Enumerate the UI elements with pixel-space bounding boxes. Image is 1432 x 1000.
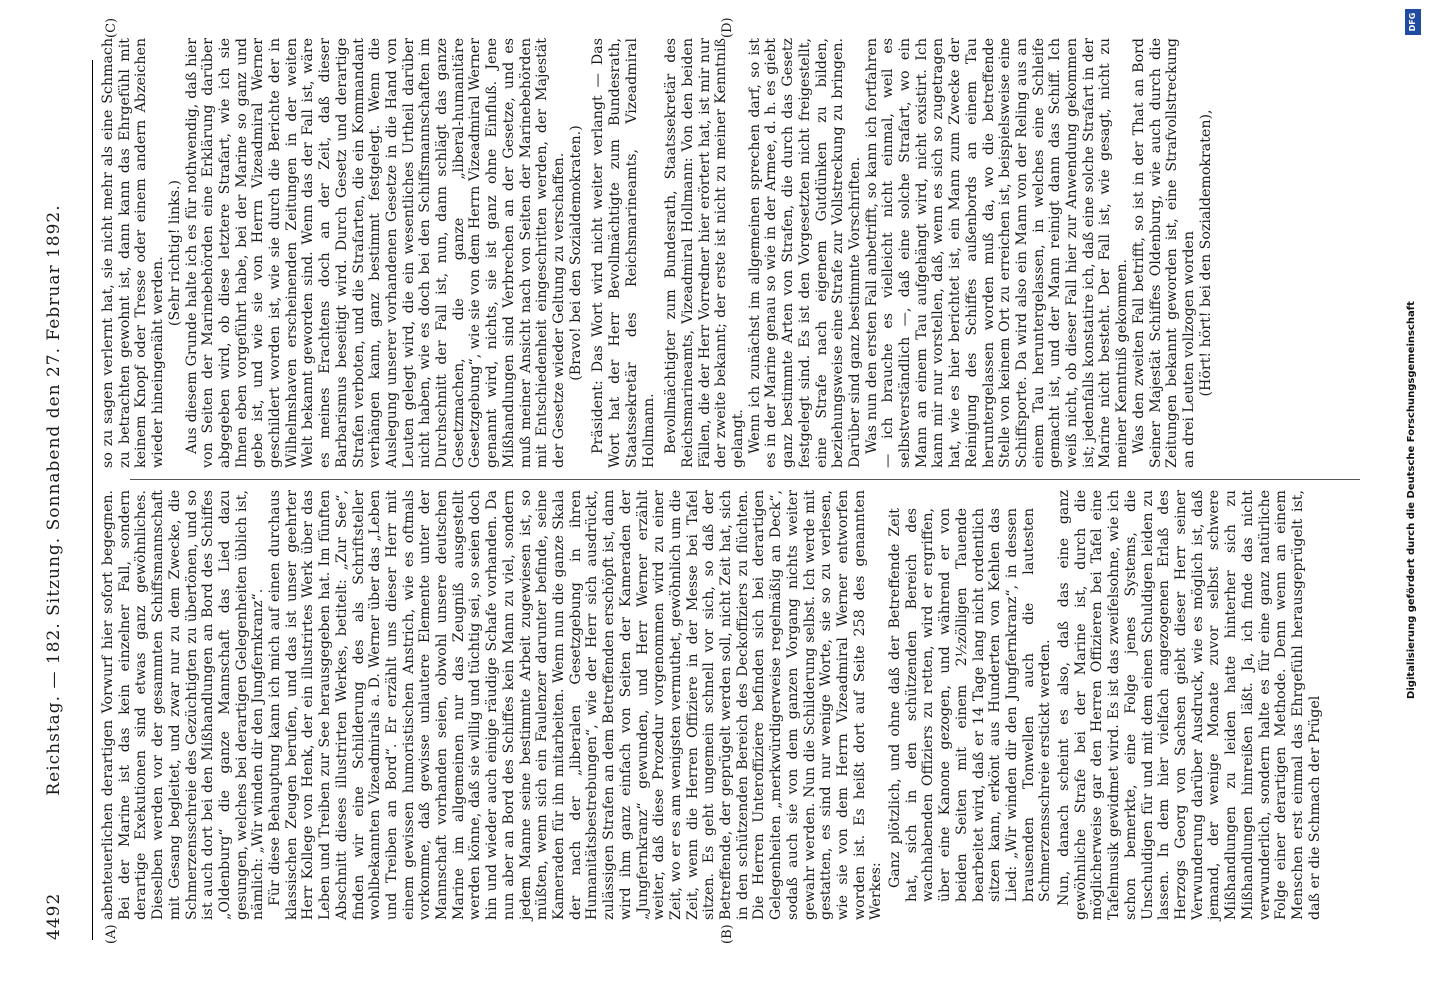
speaker-paragraph: Bevollmächtigter zum Bundesrath, Staatssekretär des Reichsmarineamts, Vizeadmiral Hollmann: Von den beiden Fällen, die der Herr Vorredner hier erörtert hat, ist mir nur der zweite bekannt; der erste ist nicht zu meiner Kenntniß gelangt.	[663, 38, 747, 468]
speaker-paragraph: Präsident: Das Wort wird nicht weiter verlangt — Das Wort hat der Herr Bevollmächtigte zum Bundesrath, Staatssekretär des Reichsmarineamts, Vizeadmiral Hollmann.	[590, 38, 657, 468]
running-head: Reichstag. — 182. Sitzung. Sonnabend den 27. Februar 1892.	[44, 204, 64, 796]
paragraph: Was nun den ersten Fall anbetrifft, so kann ich fortfahren — ich brauche es vielleicht nicht einmal, weil es selbstverständlich —, daß eine solche Strafart, wo ein Mann an einem Tau aufgehängt wird, nicht existirt. Ich kann mir nur vorstellen, daß, wenn es sich so zugetragen hat, wie es hier berichtet ist, ein Mann zum Zwecke der Reinigung des Schiffes außenbords an einem Tau heruntergelassen worden muß da, wo die betreffende Stelle von keinem Ort zu erreichen ist, beispielsweise eine Schiffsporte. Da wird also ein Mann von der Reling aus an einem Tau heruntergelassen, in welches eine Schleife gemacht ist, und der Mann reinigt dann das Schiff. Ich weiß nicht, ob dieser Fall hier zur Anwendung gekommen ist; jedenfalls konstatire ich, daß eine solche Strafart in der Marine nicht besteht. Der Fall ist, wie gesagt, nicht zu meiner Kenntniß gekommen.	[863, 38, 1131, 468]
interjection: (Hört! hört! bei den Sozialdemokraten),	[1197, 109, 1214, 397]
paragraph: Was den zweiten Fall betrifft, so ist in der That an Bord Seiner Majestät Schiffes Oldenburg, wie auch durch die Zeitungen bekannt geworden ist, eine Strafvollstreckung an drei Leuten vollzogen worden	[1130, 38, 1197, 468]
column-divider	[130, 479, 1360, 480]
left-column	[100, 490, 1323, 920]
dfg-logo: DFG	[1405, 9, 1421, 35]
interjection: (Sehr richtig! links.)	[166, 179, 183, 327]
block-quote: Ganz plötzlich, und ohne daß der Betreffende Zeit hat, sich in den schützenden Bereich des wachhabenden Offiziers zu retten, wird er ergriffen, über eine Kanone gezogen, und während er von beiden Seiten mit einem 2½zölligen Tauende bearbeitet wird, daß er 14 Tage lang nicht ordentlich sitzen kann, erkönt aus Hunderten von Kehlen das Lied: „Wir winden dir den Jungfernkranz“, in dessen brausenden Tonwellen auch die lautesten Schmerzensschreie erstickt werden.	[887, 508, 1054, 902]
page-header	[40, 40, 80, 960]
margin-marker-b: (B)	[720, 924, 735, 944]
right-column	[100, 38, 1214, 468]
digitization-credit	[1406, 0, 1417, 1000]
paragraph: Wenn ich zunächst im allgemeinen sprechen darf, so ist es in der Marine genau so wie in der Armee, d. h. es giebt ganz bestimmte Arten von Strafen, die durch das Gesetz festgelegt sind. Es ist den Vorgesetzten nicht freigestellt, eine Strafe nach eigenem Gutdünken zu bilden, beziehungsweise eine Strafe zur Vollstreckung zu bringen. Darüber sind ganz bestimmte Vorschriften.	[746, 38, 863, 468]
header-rule	[92, 60, 93, 940]
paragraph: abenteuerlichen derartigen Vorwurf hier sofort begegnen. Bei der Marine ist das kein einzelner Fall, sondern derartige Exekutionen sind etwas ganz gewöhnliches. Dieselben werden vor der gesammten Schiffsmannschaft mit Gesang begleitet, und zwar nur zu dem Zwecke, die Schmerzensschreie des Gezüchtigten zu übertönen, und so ist auch dort bei den Mißhandlungen an Bord des Schiffes „Oldenburg“ die ganze Mannschaft das Lied dazu gesungen, welches bei derartigen Gelegenheiten üblich ist, nämlich: „Wir winden dir den Jungfernkranz“.	[100, 490, 267, 920]
margin-marker-a: (A)	[104, 924, 119, 944]
paragraph: Für diese Behauptung kann ich mich auf einen durchaus klassischen Zeugen berufen, und das ist unser geehrter Herr Kollege von Henk, der ein illustrirtes Werk über das Leben und Treiben zur See herausgegeben hat. Im fünften Abschnitt dieses illustrirten Werkes, betitelt: „Zur See“, finden wir eine Schilderung des als Schriftsteller wohlbekannten Vizeadmirals a. D. Werner über das „Leben und Treiben an Bord“. Er erzählt uns dieser Herr mit einem gewissen humoristischen Anstrich, wie es oftmals vorkomme, daß gewisse unlautere Elemente unter der Mannschaft vorhanden seien, obwohl unsere deutschen Marine im allgemeinen nur das Zeugniß ausgestellt werden könne, daß sie willig und tüchtig sei, so seien doch hin und wieder auch einige räudige Schafe vorhanden. Da nun aber an Bord des Schiffes kein Mann zu viel, sondern jedem Manne seine bestimmte Arbeit zugewiesen ist, so müßten, wenn sich ein Faulenzer darunter befinde, seine Kameraden für ihn mitarbeiten. Wenn nun die ganze Skala der nach der „liberalen Gesetzgebung in ihren Humanitätsbestrebungen“, wie der Herr sich ausdrückt, zulässigen Strafen an dem Betreffenden erschöpft ist, dann wird ihm ganz einfach von Seiten der Kameraden der „Jungfernkranz“ gewunden, und Herr Werner erzählt weiter, daß diese Prozedur vorgenommen wird zu einer Zeit, wo er es am wenigsten vermuthet, gewöhnlich um die Zeit, wenn die Herren Offiziere in der Messe bei Tafel sitzen. Es geht ungemein schnell vor sich, so daß der Betreffende, der geprügelt werden soll, nicht Zeit hat, sich in den schützenden Bereich des Deckoffiziers zu flüchten. Die Herren Unteroffiziere befinden sich bei derartigen Gelegenheiten „merkwürdigerweise regelmäßig an Deck“, sodaß auch sie von dem ganzen Vorgang nichts weiter gewahr werden. Nun die Schilderung selbst. Ich werde mit gestatten, es sind nur wenige Worte, sie so zu verlesen, wie sie von dem Herrn Vizeadmiral Werner entworfen worden ist. Es heißt dort auf Seite 258 des genannten Werkes:	[267, 490, 885, 920]
paragraph: Aus diesem Grunde halte ich es für nothwendig, daß hier von Seiten der Marinebehörden eine Erklärung darüber abgegeben wird, ob diese letztere Strafart, wie ich sie Ihnen eben vorgeführt habe, bei der Marine so ganz und gebe ist, und wie sie von Herrn Vizeadmiral Werner geschildert worden ist, wie sie durch die Berichte der in Wilhelmshaven erscheinenden Zeitungen in der weiten Welt bekannt geworden sind. Wenn das der Fall ist, wäre es meines Erachtens doch an der Zeit, daß dieser Barbarismus beseitigt wird. Durch Gesetz und derartige Strafen verboten, und die Strafarten, die ein Kommandant verhängen kann, ganz bestimmt festgelegt. Wenn die Auslegung unserer vorhandenen Gesetze in die Hand von Leuten gelegt wird, die ein wesentliches Urtheil darüber nicht haben, wie es doch bei den Schiffsmannschaften im Durchschnitt der Fall ist, nun, dann schlägt das ganze Gesetzmachen, die ganze „liberal-humanitäre Gesetzgebung“, wie sie von dem Herrn Vizeadmiral Werner genannt wird, nichts, sie ist ganz ohne Einfluß. Jene Mißhandlungen sind Verbrechen an der Gesetze, und es muß meiner Ansicht nach von Seiten der Marinebehörden mit Entschiedenheit eingeschritten werden, der Majestät der Gesetze wieder Geltung zu verschaffen.	[183, 38, 567, 468]
interjection: (Bravo! bei den Sozialdemokraten.)	[567, 125, 584, 381]
page-number: 4492	[44, 892, 64, 940]
paragraph: so zu sagen verlernt hat, sie nicht mehr als eine Schmach zu betrachten gewohnt ist, dann kann das Ehrgefühl mit keinem Knopf oder Tresse oder einem andern Abzeichen wieder hineingenäht werden.	[100, 38, 167, 468]
margin-marker-d: (D)	[720, 17, 735, 38]
credit-text: Digitalisierung gefördert durch die Deutsche Forschungsgemeinschaft	[1406, 301, 1417, 699]
margin-marker-c: (C)	[104, 17, 119, 38]
paragraph: Nun, danach scheint es also, daß das eine ganz gewöhnliche Strafe bei der Marine ist, durch die möglicherweise gar den Herren Offizieren bei Tafel eine Tafelmusik gewidmet wird. Es ist das zweifelsohne, wie ich schon bemerkte, eine Folge jenes Systems, die Unschuldigen für und mit dem einen Schuldigen leiden zu lassen. In dem hier vielfach angezogenen Erlaß des Herzogs Georg von Sachsen giebt dieser Herr seiner Verwunderung darüber Ausdruck, wie es möglich ist, daß jemand, der wenige Monate zuvor selbst schwere Mißhandlungen zu leiden hatte hinterher sich zu Mißhandlungen hinreißen läßt. Ja, ich finde das nicht verwunderlich, sondern halte es für eine ganz natürliche Folge einer derartigen Methode. Denn wenn an einem Menschen erst einmal das Ehrgefühl herausgeprügelt ist, daß er die Schmach der Prügel	[1056, 490, 1323, 920]
